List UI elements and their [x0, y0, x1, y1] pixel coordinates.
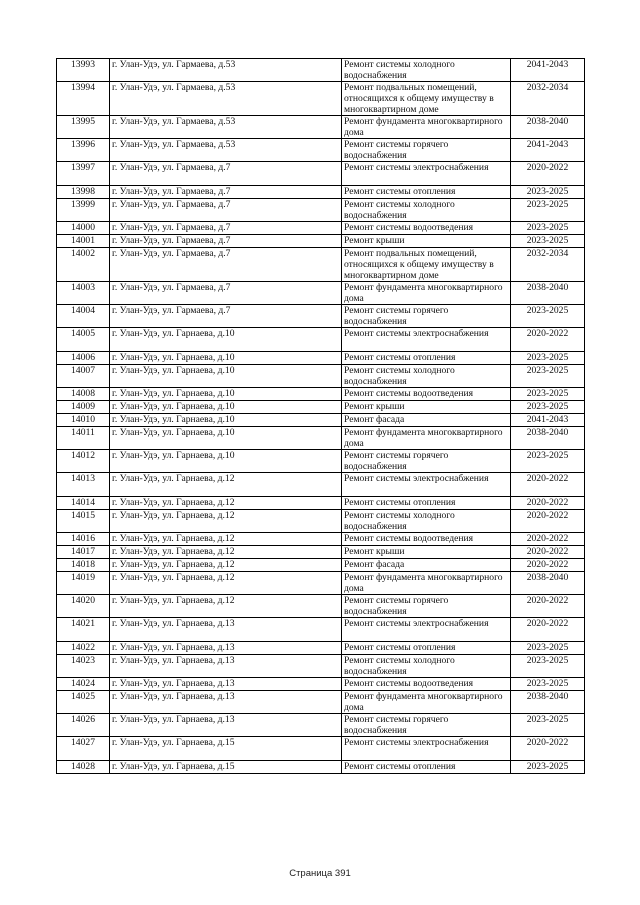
period-cell: 2020-2022	[511, 510, 585, 533]
table-row	[57, 162, 585, 186]
period-cell: 2023-2025	[511, 305, 585, 328]
row-number-cell: 14007	[57, 365, 110, 388]
period-cell: 2023-2025	[511, 450, 585, 473]
work-type-cell: Ремонт системы водоотведения	[342, 533, 511, 546]
work-type-cell: Ремонт системы холодного водоснабжения	[342, 365, 511, 388]
work-type-cell: Ремонт системы холодного водоснабжения	[342, 59, 511, 82]
row-number-cell: 13993	[57, 59, 110, 82]
table-row	[57, 497, 585, 510]
period-cell: 2020-2022	[511, 546, 585, 559]
row-number-cell: 14016	[57, 533, 110, 546]
work-type-cell: Ремонт системы отопления	[342, 761, 511, 774]
row-number-cell: 14028	[57, 761, 110, 774]
work-type-cell: Ремонт подвальных помещений, относящихся к общему имуществу в многоквартирном доме	[342, 248, 511, 282]
work-type-cell: Ремонт системы горячего водоснабжения	[342, 305, 511, 328]
work-type-cell: Ремонт системы электроснабжения	[342, 162, 511, 186]
table-row	[57, 510, 585, 533]
table-row	[57, 618, 585, 642]
table-row	[57, 595, 585, 618]
table-row	[57, 352, 585, 365]
address-cell: г. Улан-Удэ, ул. Гарнаева, д.12	[110, 473, 342, 497]
address-cell: г. Улан-Удэ, ул. Гарнаева, д.12	[110, 497, 342, 510]
period-cell: 2023-2025	[511, 199, 585, 222]
table-row	[57, 388, 585, 401]
address-cell: г. Улан-Удэ, ул. Гармаева, д.53	[110, 116, 342, 139]
row-number-cell: 14024	[57, 678, 110, 691]
table-row	[57, 655, 585, 678]
table-row	[57, 282, 585, 305]
period-cell: 2020-2022	[511, 328, 585, 352]
address-cell: г. Улан-Удэ, ул. Гарнаева, д.10	[110, 427, 342, 450]
row-number-cell: 14011	[57, 427, 110, 450]
address-cell: г. Улан-Удэ, ул. Гармаева, д.7	[110, 199, 342, 222]
row-number-cell: 14002	[57, 248, 110, 282]
row-number-cell: 13997	[57, 162, 110, 186]
table-row	[57, 199, 585, 222]
address-cell: г. Улан-Удэ, ул. Гарнаева, д.15	[110, 737, 342, 761]
period-cell: 2023-2025	[511, 642, 585, 655]
period-cell: 2020-2022	[511, 618, 585, 642]
table-row	[57, 678, 585, 691]
period-cell: 2020-2022	[511, 559, 585, 572]
address-cell: г. Улан-Удэ, ул. Гармаева, д.7	[110, 248, 342, 282]
address-cell: г. Улан-Удэ, ул. Гарнаева, д.10	[110, 450, 342, 473]
row-number-cell: 14025	[57, 691, 110, 714]
period-cell: 2041-2043	[511, 139, 585, 162]
row-number-cell: 14010	[57, 414, 110, 427]
address-cell: г. Улан-Удэ, ул. Гарнаева, д.12	[110, 595, 342, 618]
period-cell: 2020-2022	[511, 737, 585, 761]
table-row	[57, 414, 585, 427]
row-number-cell: 14015	[57, 510, 110, 533]
address-cell: г. Улан-Удэ, ул. Гарнаева, д.13	[110, 678, 342, 691]
table-row	[57, 328, 585, 352]
period-cell: 2023-2025	[511, 714, 585, 737]
table-row	[57, 559, 585, 572]
work-type-cell: Ремонт системы электроснабжения	[342, 618, 511, 642]
work-type-cell: Ремонт системы холодного водоснабжения	[342, 199, 511, 222]
address-cell: г. Улан-Удэ, ул. Гармаева, д.7	[110, 186, 342, 199]
row-number-cell: 13998	[57, 186, 110, 199]
table-row	[57, 305, 585, 328]
table-row	[57, 401, 585, 414]
row-number-cell: 14017	[57, 546, 110, 559]
table-row	[57, 427, 585, 450]
table-row	[57, 235, 585, 248]
address-cell: г. Улан-Удэ, ул. Гарнаева, д.13	[110, 691, 342, 714]
period-cell: 2023-2025	[511, 365, 585, 388]
period-cell: 2023-2025	[511, 761, 585, 774]
period-cell: 2023-2025	[511, 222, 585, 235]
row-number-cell: 14006	[57, 352, 110, 365]
address-cell: г. Улан-Удэ, ул. Гармаева, д.53	[110, 139, 342, 162]
period-cell: 2032-2034	[511, 82, 585, 116]
row-number-cell: 14026	[57, 714, 110, 737]
table-row	[57, 139, 585, 162]
work-type-cell: Ремонт системы электроснабжения	[342, 328, 511, 352]
address-cell: г. Улан-Удэ, ул. Гарнаева, д.12	[110, 533, 342, 546]
address-cell: г. Улан-Удэ, ул. Гармаева, д.53	[110, 59, 342, 82]
period-cell: 2023-2025	[511, 401, 585, 414]
period-cell: 2032-2034	[511, 248, 585, 282]
work-type-cell: Ремонт фундамента многоквартирного дома	[342, 691, 511, 714]
period-cell: 2020-2022	[511, 497, 585, 510]
period-cell: 2020-2022	[511, 473, 585, 497]
period-cell: 2023-2025	[511, 352, 585, 365]
address-cell: г. Улан-Удэ, ул. Гармаева, д.7	[110, 222, 342, 235]
period-cell: 2020-2022	[511, 595, 585, 618]
row-number-cell: 14003	[57, 282, 110, 305]
row-number-cell: 14022	[57, 642, 110, 655]
row-number-cell: 14001	[57, 235, 110, 248]
period-cell: 2041-2043	[511, 59, 585, 82]
work-type-cell: Ремонт фасада	[342, 414, 511, 427]
address-cell: г. Улан-Удэ, ул. Гарнаева, д.13	[110, 618, 342, 642]
period-cell: 2038-2040	[511, 572, 585, 595]
row-number-cell: 14019	[57, 572, 110, 595]
table-row	[57, 116, 585, 139]
table-body	[57, 59, 585, 774]
table-row	[57, 737, 585, 761]
period-cell: 2041-2043	[511, 414, 585, 427]
row-number-cell: 14012	[57, 450, 110, 473]
period-cell: 2020-2022	[511, 533, 585, 546]
period-cell: 2023-2025	[511, 186, 585, 199]
address-cell: г. Улан-Удэ, ул. Гарнаева, д.15	[110, 761, 342, 774]
address-cell: г. Улан-Удэ, ул. Гарнаева, д.13	[110, 714, 342, 737]
page-number: Страница 391	[289, 868, 351, 879]
address-cell: г. Улан-Удэ, ул. Гарнаева, д.13	[110, 642, 342, 655]
work-type-cell: Ремонт системы горячего водоснабжения	[342, 450, 511, 473]
address-cell: г. Улан-Удэ, ул. Гарнаева, д.10	[110, 414, 342, 427]
address-cell: г. Улан-Удэ, ул. Гарнаева, д.10	[110, 352, 342, 365]
work-type-cell: Ремонт подвальных помещений, относящихся к общему имуществу в многоквартирном доме	[342, 82, 511, 116]
work-type-cell: Ремонт фундамента многоквартирного дома	[342, 282, 511, 305]
row-number-cell: 13994	[57, 82, 110, 116]
address-cell: г. Улан-Удэ, ул. Гарнаева, д.10	[110, 401, 342, 414]
period-cell: 2038-2040	[511, 116, 585, 139]
address-cell: г. Улан-Удэ, ул. Гарнаева, д.10	[110, 388, 342, 401]
row-number-cell: 14005	[57, 328, 110, 352]
period-cell: 2020-2022	[511, 162, 585, 186]
row-number-cell: 14008	[57, 388, 110, 401]
address-cell: г. Улан-Удэ, ул. Гарнаева, д.10	[110, 328, 342, 352]
period-cell: 2038-2040	[511, 427, 585, 450]
row-number-cell: 14000	[57, 222, 110, 235]
row-number-cell: 14013	[57, 473, 110, 497]
table-row	[57, 365, 585, 388]
period-cell: 2023-2025	[511, 388, 585, 401]
work-type-cell: Ремонт фундамента многоквартирного дома	[342, 572, 511, 595]
table-row	[57, 222, 585, 235]
period-cell: 2038-2040	[511, 691, 585, 714]
address-cell: г. Улан-Удэ, ул. Гармаева, д.53	[110, 82, 342, 116]
work-type-cell: Ремонт системы отопления	[342, 352, 511, 365]
table-row	[57, 761, 585, 774]
row-number-cell: 14027	[57, 737, 110, 761]
period-cell: 2023-2025	[511, 235, 585, 248]
address-cell: г. Улан-Удэ, ул. Гармаева, д.7	[110, 235, 342, 248]
period-cell: 2038-2040	[511, 282, 585, 305]
table-row	[57, 186, 585, 199]
period-cell: 2023-2025	[511, 655, 585, 678]
table-row	[57, 714, 585, 737]
row-number-cell: 13999	[57, 199, 110, 222]
row-number-cell: 13995	[57, 116, 110, 139]
work-type-cell: Ремонт системы холодного водоснабжения	[342, 655, 511, 678]
row-number-cell: 14020	[57, 595, 110, 618]
row-number-cell: 13996	[57, 139, 110, 162]
address-cell: г. Улан-Удэ, ул. Гарнаева, д.13	[110, 655, 342, 678]
row-number-cell: 14021	[57, 618, 110, 642]
work-type-cell: Ремонт системы холодного водоснабжения	[342, 510, 511, 533]
work-type-cell: Ремонт системы водоотведения	[342, 388, 511, 401]
page-footer	[0, 868, 640, 879]
work-type-cell: Ремонт системы отопления	[342, 186, 511, 199]
row-number-cell: 14014	[57, 497, 110, 510]
work-type-cell: Ремонт системы электроснабжения	[342, 473, 511, 497]
capital-repair-table	[56, 58, 585, 774]
address-cell: г. Улан-Удэ, ул. Гарнаева, д.12	[110, 559, 342, 572]
table-row	[57, 82, 585, 116]
work-type-cell: Ремонт системы отопления	[342, 497, 511, 510]
address-cell: г. Улан-Удэ, ул. Гарнаева, д.12	[110, 546, 342, 559]
table-row	[57, 642, 585, 655]
work-type-cell: Ремонт системы водоотведения	[342, 678, 511, 691]
work-type-cell: Ремонт системы отопления	[342, 642, 511, 655]
work-type-cell: Ремонт фундамента многоквартирного дома	[342, 427, 511, 450]
period-cell: 2023-2025	[511, 678, 585, 691]
document-table-container	[56, 58, 584, 774]
address-cell: г. Улан-Удэ, ул. Гарнаева, д.10	[110, 365, 342, 388]
work-type-cell: Ремонт системы электроснабжения	[342, 737, 511, 761]
address-cell: г. Улан-Удэ, ул. Гармаева, д.7	[110, 282, 342, 305]
row-number-cell: 14009	[57, 401, 110, 414]
table-row	[57, 59, 585, 82]
table-row	[57, 533, 585, 546]
work-type-cell: Ремонт фундамента многоквартирного дома	[342, 116, 511, 139]
address-cell: г. Улан-Удэ, ул. Гарнаева, д.12	[110, 510, 342, 533]
row-number-cell: 14004	[57, 305, 110, 328]
work-type-cell: Ремонт системы водоотведения	[342, 222, 511, 235]
row-number-cell: 14018	[57, 559, 110, 572]
work-type-cell: Ремонт крыши	[342, 235, 511, 248]
work-type-cell: Ремонт системы горячего водоснабжения	[342, 714, 511, 737]
row-number-cell: 14023	[57, 655, 110, 678]
table-row	[57, 473, 585, 497]
work-type-cell: Ремонт фасада	[342, 559, 511, 572]
table-row	[57, 248, 585, 282]
table-row	[57, 572, 585, 595]
work-type-cell: Ремонт системы горячего водоснабжения	[342, 595, 511, 618]
work-type-cell: Ремонт системы горячего водоснабжения	[342, 139, 511, 162]
address-cell: г. Улан-Удэ, ул. Гарнаева, д.12	[110, 572, 342, 595]
work-type-cell: Ремонт крыши	[342, 546, 511, 559]
table-row	[57, 450, 585, 473]
table-row	[57, 691, 585, 714]
address-cell: г. Улан-Удэ, ул. Гармаева, д.7	[110, 162, 342, 186]
address-cell: г. Улан-Удэ, ул. Гармаева, д.7	[110, 305, 342, 328]
work-type-cell: Ремонт крыши	[342, 401, 511, 414]
table-row	[57, 546, 585, 559]
